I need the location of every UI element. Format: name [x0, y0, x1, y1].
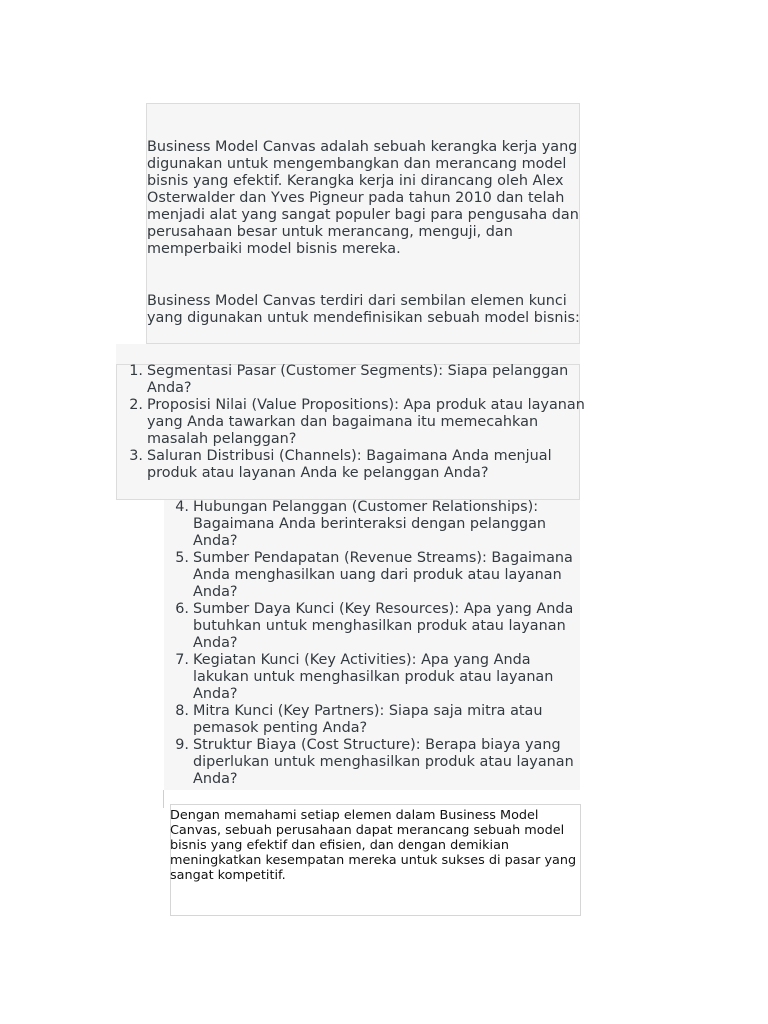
list-item-text: Segmentasi Pasar (Customer Segments): Siapa pelanggan Anda? — [147, 363, 569, 396]
elements-list-part-2 — [175, 499, 585, 788]
list-item-text: Sumber Daya Kunci (Key Resources): Apa yang Anda butuhkan untuk menghasilkan produk atau layanan Anda? — [193, 601, 574, 651]
block-divider — [163, 790, 164, 808]
list-item — [175, 550, 585, 601]
list-item-number: 6. — [175, 601, 189, 617]
list-item-number: 8. — [175, 703, 189, 719]
list-item-number: 2. — [129, 397, 143, 413]
elements-intro-paragraph: Business Model Canvas terdiri dari sembilan elemen kunci yang digunakan untuk mendefinisikan sebuah model bisnis: — [147, 293, 580, 326]
list-item — [129, 363, 587, 397]
list-item — [175, 703, 585, 737]
list-item — [129, 448, 587, 482]
list-item — [175, 499, 585, 550]
list-block-strip — [116, 344, 580, 364]
list-item-text: Kegiatan Kunci (Key Activities): Apa yang Anda lakukan untuk menghasilkan produk atau layanan Anda? — [193, 652, 554, 702]
list-item-number: 3. — [129, 448, 143, 464]
list-item — [175, 601, 585, 652]
list-item-text: Saluran Distribusi (Channels): Bagaimana Anda menjual produk atau layanan Anda ke pelanggan Anda? — [147, 448, 552, 481]
list-item-number: 5. — [175, 550, 189, 566]
list-item-text: Sumber Pendapatan (Revenue Streams): Bagaimana Anda menghasilkan uang dari produk atau layanan Anda? — [193, 550, 573, 600]
list-item-number: 7. — [175, 652, 189, 668]
elements-list-part-1 — [129, 363, 587, 482]
list-item — [175, 652, 585, 703]
list-item — [129, 397, 587, 448]
list-item-number: 9. — [175, 737, 189, 753]
list-item-text: Proposisi Nilai (Value Propositions): Apa produk atau layanan yang Anda tawarkan dan bagaimana itu memecahkan masalah pelanggan? — [147, 397, 585, 447]
list-item-number: 1. — [129, 363, 143, 379]
list-item-text: Mitra Kunci (Key Partners): Siapa saja mitra atau pemasok penting Anda? — [193, 703, 543, 736]
list-item-number: 4. — [175, 499, 189, 515]
list-item — [175, 737, 585, 788]
closing-paragraph: Dengan memahami setiap elemen dalam Business Model Canvas, sebuah perusahaan dapat merancang sebuah model bisnis yang efektif dan efisien, dan dengan demikian meningkatkan kesempatan mereka untuk sukses di pasar yang sangat kompetitif. — [170, 808, 577, 883]
list-item-text: Hubungan Pelanggan (Customer Relationships): Bagaimana Anda berinteraksi dengan pelanggan Anda? — [193, 499, 547, 549]
intro-paragraph: Business Model Canvas adalah sebuah kerangka kerja yang digunakan untuk mengembangkan dan merancang model bisnis yang efektif. Kerangka kerja ini dirancang oleh Alex Osterwalder dan Yves Pigneur pada tahun 2010 dan telah menjadi alat yang sangat populer bagi para pengusaha dan perusahaan besar untuk merancang, menguji, dan memperbaiki model bisnis mereka. — [147, 139, 579, 257]
list-item-text: Struktur Biaya (Cost Structure): Berapa biaya yang diperlukan untuk menghasilkan produk atau layanan Anda? — [193, 737, 574, 787]
